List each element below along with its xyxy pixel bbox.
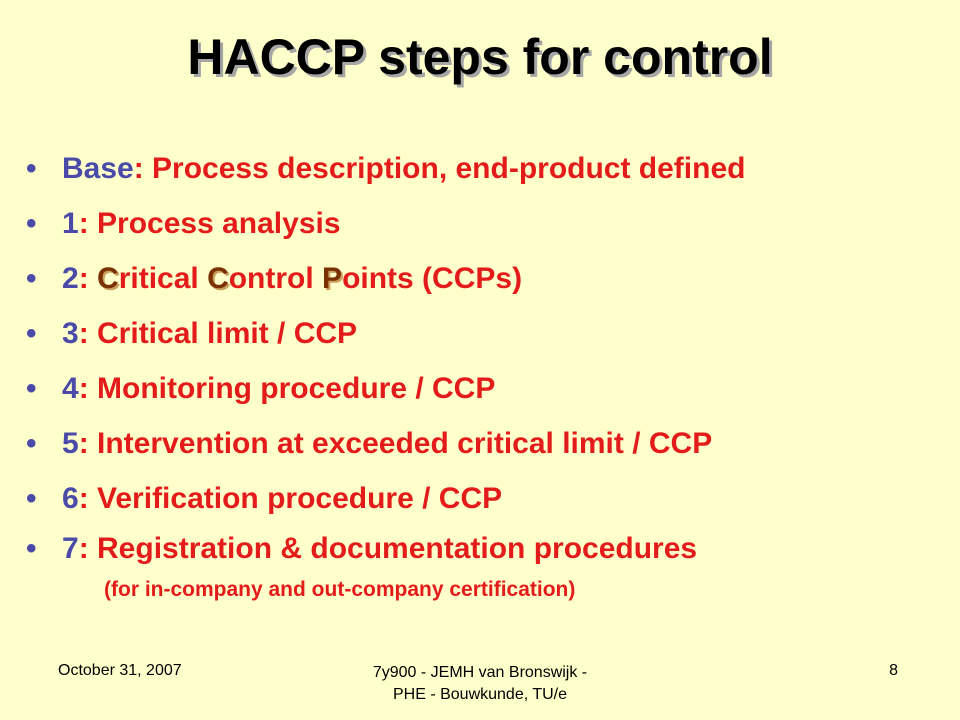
- bullet-item-4: [26, 372, 495, 406]
- bullet-separator: :: [133, 152, 153, 185]
- footer-author-line1: 7y900 - JEMH van Bronswijk -: [372, 664, 588, 681]
- bullet-text: Monitoring procedure / CCP: [97, 372, 496, 405]
- bullet-text: Process analysis: [97, 207, 341, 240]
- bullet-number: 3: [62, 317, 79, 350]
- bullet-separator: :: [78, 482, 98, 515]
- bullet-separator: :: [78, 207, 98, 240]
- bullet-icon: •: [26, 532, 37, 565]
- bullet-item-7: [26, 532, 697, 566]
- bullet-icon: •: [26, 262, 37, 295]
- footer-author-line2: PHE - Bouwkunde, TU/e: [392, 686, 567, 703]
- ccp-initial-control: C: [207, 262, 229, 295]
- bullet-item-1: [26, 207, 341, 241]
- bullet-separator: :: [78, 532, 98, 565]
- bullet-number: 2: [62, 262, 79, 295]
- bullet-text: Process description, end-product defined: [152, 152, 746, 185]
- bullet-item-6: [26, 482, 502, 516]
- slide-title: HACCP steps for control: [187, 29, 773, 85]
- bullet-item-2: [26, 262, 522, 296]
- bullet-icon: •: [26, 207, 37, 240]
- bullet-icon: •: [26, 427, 37, 460]
- ccp-initial-critical: C: [97, 262, 119, 295]
- bullet-text: Registration & documentation procedures: [97, 532, 698, 565]
- bullet-number: 1: [62, 207, 79, 240]
- bullet-text: Critical limit / CCP: [97, 317, 358, 350]
- bullet-text: Intervention at exceeded critical limit / CCP: [97, 427, 713, 460]
- ccp-word-points: oints (CCPs): [342, 262, 523, 295]
- bullet-number: 7: [62, 532, 79, 565]
- bullet-number: 5: [62, 427, 79, 460]
- ccp-word-critical: ritical: [118, 262, 208, 295]
- bullet-separator: :: [78, 372, 98, 405]
- bullet-number: 6: [62, 482, 79, 515]
- bullet-icon: •: [26, 372, 37, 405]
- bullet-separator: :: [78, 427, 98, 460]
- certification-note: (for in-company and out-company certification): [104, 578, 576, 601]
- bullet-item-base: [26, 152, 745, 186]
- bullet-text: Verification procedure / CCP: [97, 482, 503, 515]
- footer-date: October 31, 2007: [58, 662, 182, 679]
- page-number: 8: [889, 662, 898, 679]
- bullet-separator: :: [78, 317, 98, 350]
- bullet-number: 4: [62, 372, 79, 405]
- bullet-icon: •: [26, 152, 37, 185]
- footer-author: [330, 662, 630, 706]
- ccp-initial-points: P: [322, 262, 343, 295]
- bullet-item-5: [26, 427, 712, 461]
- ccp-word-control: ontrol: [228, 262, 323, 295]
- bullet-number: Base: [62, 152, 134, 185]
- bullet-separator: :: [78, 262, 98, 295]
- bullet-icon: •: [26, 317, 37, 350]
- bullet-item-3: [26, 317, 357, 351]
- bullet-icon: •: [26, 482, 37, 515]
